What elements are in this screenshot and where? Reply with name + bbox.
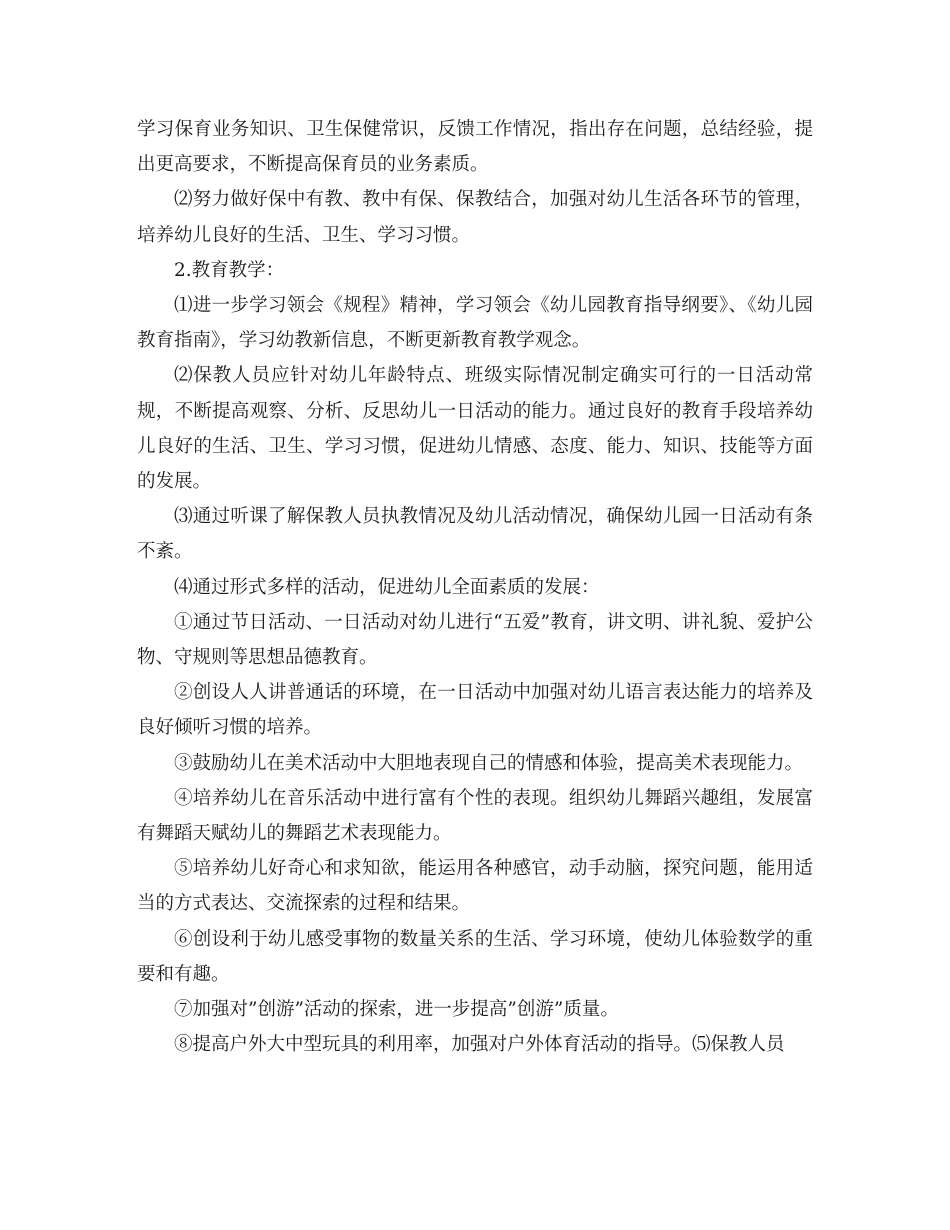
- list-item-5: ⑤培养幼儿好奇心和求知欲，能运用各种感官，动手动脑，探究问题，能用适当的方式表达、交流探索的过程和结果。: [137, 858, 813, 915]
- document-body: [137, 112, 813, 1062]
- paragraph-continuation: 学习保育业务知识、卫生保健常识，反馈工作情况，指出存在问题，总结经验，提出更高要求，不断提高保育员的业务素质。: [137, 119, 813, 176]
- paragraph-activities-intro: ⑷通过形式多样的活动，促进幼儿全面素质的发展：: [174, 576, 600, 598]
- paragraph-lesson-observation: ⑶通过听课了解保教人员执教情况及幼儿活动情况，确保幼儿园一日活动有条不紊。: [137, 506, 813, 563]
- list-item-8: ⑧提高户外大中型玩具的利用率，加强对户外体育活动的指导。⑸保教人员: [174, 1034, 785, 1056]
- list-item-7: ⑦加强对”创游”活动的探索，进一步提高”创游”质量。: [174, 999, 619, 1021]
- list-item-3: ③鼓励幼儿在美术活动中大胆地表现自己的情感和体验，提高美术表现能力。: [174, 752, 804, 774]
- list-item-6: ⑥创设利于幼儿感受事物的数量关系的生活、学习环境，使幼儿体验数学的重要和有趣。: [137, 928, 813, 985]
- list-item-2: ②创设人人讲普通话的环境，在一日活动中加强对幼儿语言表达能力的培养及良好倾听习惯的培养。: [137, 682, 813, 739]
- section-heading-teaching: 2.教育教学：: [174, 259, 285, 281]
- paragraph-study-regulations: ⑴进一步学习领会《规程》精神，学习领会《幼儿园教育指导纲要》、《幼儿园教育指南》，学习幼教新信息，不断更新教育教学观念。: [137, 295, 813, 352]
- list-item-4: ④培养幼儿在音乐活动中进行富有个性的表现。组织幼儿舞蹈兴趣组，发展富有舞蹈天赋幼儿的舞蹈艺术表现能力。: [137, 787, 813, 845]
- paragraph-care-education: ⑵努力做好保中有教、教中有保、保教结合，加强对幼儿生活各环节的管理，培养幼儿良好的生活、卫生、学习习惯。: [137, 189, 813, 246]
- paragraph-daily-routine: ⑵保教人员应针对幼儿年龄特点、班级实际情况制定确实可行的一日活动常规，不断提高观察、分析、反思幼儿一日活动的能力。通过良好的教育手段培养幼儿良好的生活、卫生、学习习惯，促进幼儿情感、态度、能力、知识、技能等方面的发展。: [137, 365, 813, 493]
- list-item-1: ①通过节日活动、一日活动对幼儿进行“五爱”教育，讲文明、讲礼貌、爱护公物、守规则等思想品德教育。: [137, 611, 813, 669]
